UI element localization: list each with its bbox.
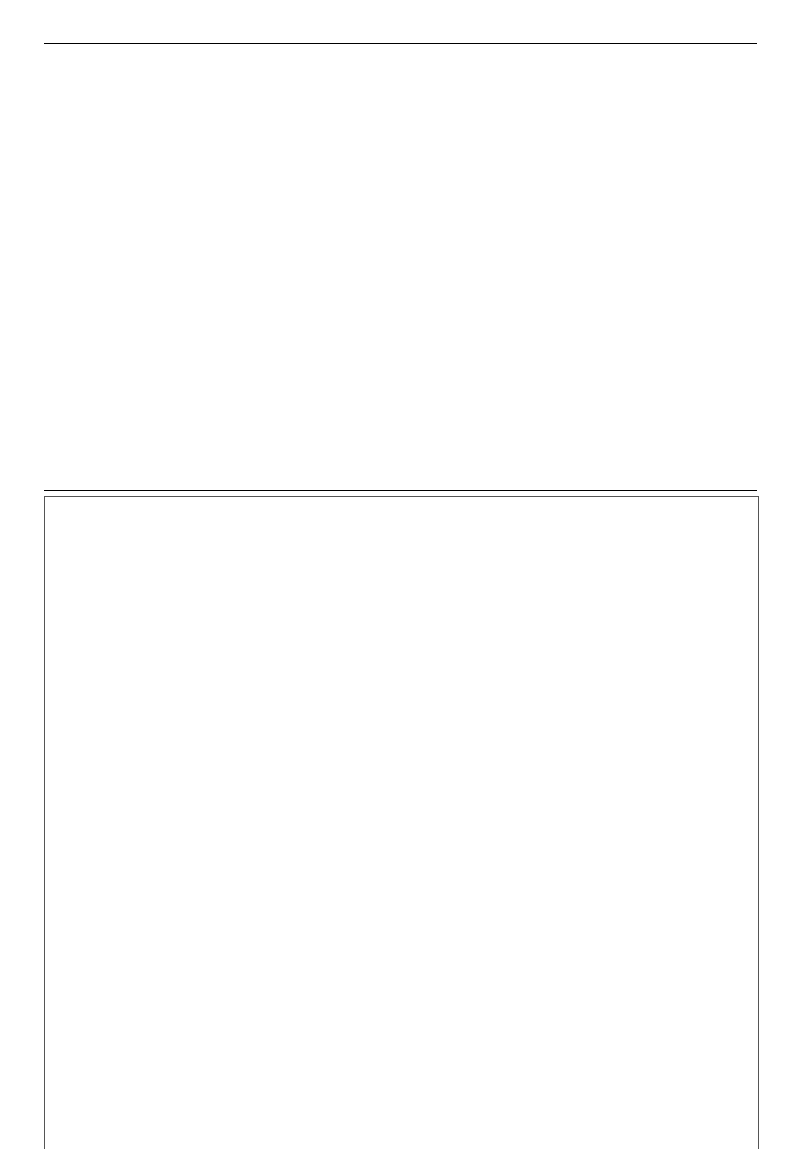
- safety-signs-table: [44, 496, 759, 1149]
- top-rule: [44, 43, 757, 44]
- separator-rule: [44, 490, 757, 491]
